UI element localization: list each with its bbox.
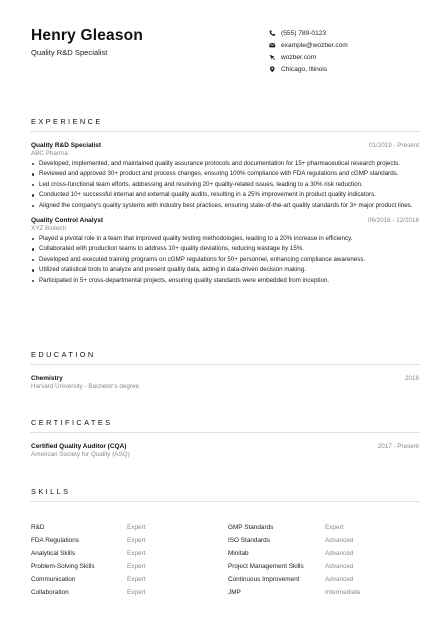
experience-section [31,117,419,287]
education-school: Harvard University - Bachelor's degree [31,383,139,390]
skill-level: Expert [127,576,146,583]
contact-email[interactable] [269,39,348,51]
contact-list [269,27,348,76]
job-title: Quality Control Analyst [31,217,103,225]
skill-level: Expert [127,537,146,544]
job-bullet: Led cross-functional team efforts, addressing and resolving 20+ quality-related issues, leading to a 30% risk reduction. [31,181,419,189]
job-bullets [31,160,419,210]
education-section [31,350,419,390]
skill-name: JMP [228,589,241,596]
education-degree-title: Chemistry [31,375,63,382]
job-bullet: Collaborated with production teams to address 10+ quality deviations, reducing wastage by 15%. [31,245,419,253]
experience-title: EXPERIENCE [31,117,103,126]
job-title: Quality R&D Specialist [31,142,102,149]
section-divider [31,432,419,433]
skill-name: Problem-Solving Skills [31,563,95,570]
skill-name: ISO Standards [228,537,270,544]
phone-icon [269,30,281,37]
job-bullet: Aligned the company's quality systems with industry best practices, ensuring state-of-the-art quality standards for 3+ major product lines. [31,202,419,210]
job-entry [31,142,419,210]
resume-header [31,27,421,87]
skills-grid [31,510,419,595]
skills-section [31,487,419,595]
skill-name: FDA Regulations [31,537,79,544]
skill-level: Advanced [325,563,354,570]
job-bullet: Utilized statistical tools to analyze and present quality data, aiding in data-driven decision making. [31,266,419,274]
section-divider [31,364,419,365]
education-entry [31,375,419,390]
contact-phone [269,27,348,39]
education-title: EDUCATION [31,350,96,359]
skill-name: Project Management Skills [228,563,304,570]
skill-name: GMP Standards [228,524,274,531]
certificates-title: CERTIFICATES [31,418,113,427]
candidate-role: Quality R&D Specialist [31,48,108,57]
contact-location [269,64,348,76]
job-bullet: Conducted 10+ successful internal and external quality audits, resulting in a 25% improvement in product quality indicators. [31,191,419,199]
job-entry [31,217,419,285]
skill-level: Advanced [325,537,354,544]
location-pin-icon [269,66,281,73]
skill-level: Advanced [325,576,354,583]
job-org: ABC Pharma [31,150,68,157]
job-date: 01/2019 - Present [368,142,419,149]
skill-level: Expert [127,563,146,570]
job-bullet: Developed and executed training programs on cGMP regulations for 50+ personnel, enhancing compliance awareness. [31,256,419,264]
skill-level: Expert [127,524,146,531]
link-icon [269,54,281,61]
skill-name: Analytical Skills [31,550,76,557]
certificate-title: Certified Quality Auditor (CQA) [31,443,127,450]
job-bullet: Reviewed and approved 30+ product and process changes, ensuring 100% compliance with FDA regulations and cGMP standards. [31,170,419,178]
skill-level: Intermediate [325,589,361,596]
contact-email-text: example@wozber.com [281,41,348,49]
section-divider [31,131,419,132]
email-icon [269,42,281,49]
section-divider [31,501,419,502]
certificate-date: 2017 - Present [377,443,419,450]
skill-name: R&D [31,524,45,531]
job-bullet: Played a pivotal role in a team that improved quality testing methodologies, leading to a 20% increase in efficiency. [31,235,419,243]
job-org: XYZ Biotech [31,225,66,233]
candidate-name: Henry Gleason [31,27,144,44]
certificate-entry [31,443,419,458]
skill-name: Communication [31,576,76,583]
job-date: 06/2016 - 12/2018 [367,217,419,225]
skill-level: Advanced [325,550,354,557]
skill-name: Collaboration [31,589,69,596]
certificate-issuer: American Society for Quality (ASQ) [31,451,130,458]
education-date: 2016 [404,375,419,382]
job-bullet: Developed, implemented, and maintained quality assurance protocols and documentation for 15+ pharmaceutical research projects. [31,160,419,168]
skill-level: Expert [325,524,344,531]
certificates-section [31,418,419,458]
job-bullet: Participated in 5+ cross-departmental projects, ensuring quality standards were embedded from inception. [31,277,419,285]
skill-level: Expert [127,589,146,596]
skill-level: Expert [127,550,146,557]
skills-title: SKILLS [31,487,71,496]
contact-website-text: wozber.com [281,53,317,61]
skill-name: Minitab [228,550,249,557]
contact-phone-text: (555) 789-0123 [281,29,327,37]
skill-name: Continuous Improvement [228,576,300,583]
job-bullets [31,235,419,285]
contact-location-text: Chicago, Illinois [281,66,328,74]
contact-website[interactable] [269,51,348,63]
